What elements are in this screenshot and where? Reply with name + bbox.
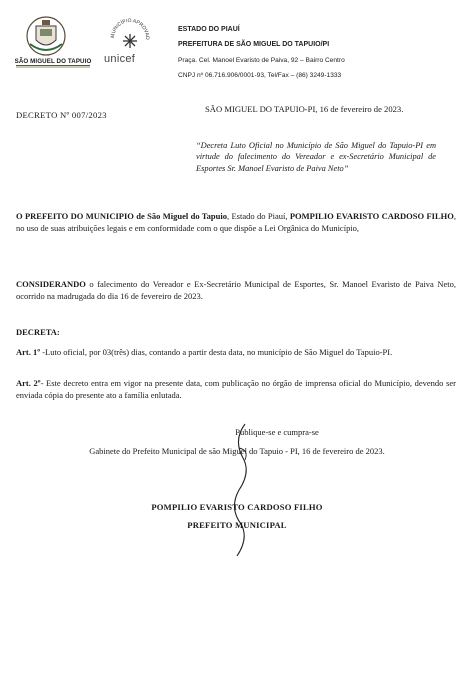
cnpj-line: CNPJ nº 06.716.906/0001-93, Tel/Fax – (86) 3249-1333	[178, 72, 342, 79]
article-1	[16, 346, 456, 358]
state-name: ESTADO DO PIAUÍ	[178, 26, 240, 33]
prefeitura-name: PREFEITURA DE SÃO MIGUEL DO TAPUIO/PI	[178, 41, 330, 48]
unicef-logo-text: unicef	[104, 53, 136, 65]
considerando-label: CONSIDERANDO	[16, 279, 86, 289]
address-line: Praça. Cel. Manoel Evaristo de Paiva, 92 – Bairro Centro	[178, 57, 345, 64]
gabinete-line: Gabinete do Prefeito Municipal de são Miguel do Tapuio - PI, 16 de fevereiro de 2023.	[89, 446, 385, 456]
article-2-label: Art. 2º	[16, 378, 41, 388]
signer-title: PREFEITO MUNICIPAL	[187, 520, 287, 530]
decreta-heading: DECRETA:	[16, 327, 60, 337]
preamble-end: , no uso de suas atribuições legais e em conformidade com o que dispõe a Lei Orgânica do Município,	[16, 211, 457, 234]
preamble-bold-1: O PREFEITO DO MUNICIPIO de São Miguel do Tapuio	[16, 211, 227, 221]
article-2	[16, 377, 456, 401]
preamble-mid: , Estado do Piauí,	[227, 211, 290, 221]
article-2-text: - Este decreto entra em vigor na presente data, com publicação no órgão de imprensa oficial do Município, devendo ser enviada cópia do presente ato a família enlutada.	[16, 378, 456, 401]
publique-line: Publique-se e cumpra-se	[235, 427, 319, 437]
municipality-logo-text: SÃO MIGUEL DO TAPUIO	[14, 58, 92, 65]
article-1-text: -Luto oficial, por 03(três) dias, contando a partir desta data, no município de São Miguel do Tapuio-PI.	[40, 347, 393, 357]
decree-ementa: “Decreta Luto Oficial no Município de São Miguel do Tapuio-PI em virtude do falecimento do Vereador e ex-Secretário Municipal de Esportes Sr. Manoel Evaristo de Paiva Neto”	[196, 141, 436, 173]
unicef-arc-text: MUNICÍPIO APROVAD	[109, 17, 151, 40]
preamble-bold-2: POMPILIO EVARISTO CARDOSO FILHO	[289, 211, 454, 221]
place-date: SÃO MIGUEL DO TAPUIO-PI, 16 de fevereiro de 2023.	[205, 104, 404, 114]
signer-name: POMPILIO EVARISTO CARDOSO FILHO	[151, 502, 323, 512]
article-1-label: Art. 1º	[16, 347, 41, 357]
considerando-paragraph	[16, 278, 456, 302]
unicef-seal-logo	[108, 10, 152, 54]
decree-number: DECRETO Nº 007/2023	[16, 110, 107, 120]
municipality-logo-underline	[8, 65, 98, 68]
considerando-text: o falecimento do Vereador e Ex-Secretário Municipal de Esportes, Sr. Manoel Evaristo de Paiva Neto, ocorrido na madrugada do dia 16 de fevereiro de 2023.	[16, 279, 456, 302]
preamble-paragraph	[16, 210, 456, 234]
handwritten-signature	[215, 420, 265, 560]
municipality-coat-of-arms-logo	[22, 14, 70, 58]
